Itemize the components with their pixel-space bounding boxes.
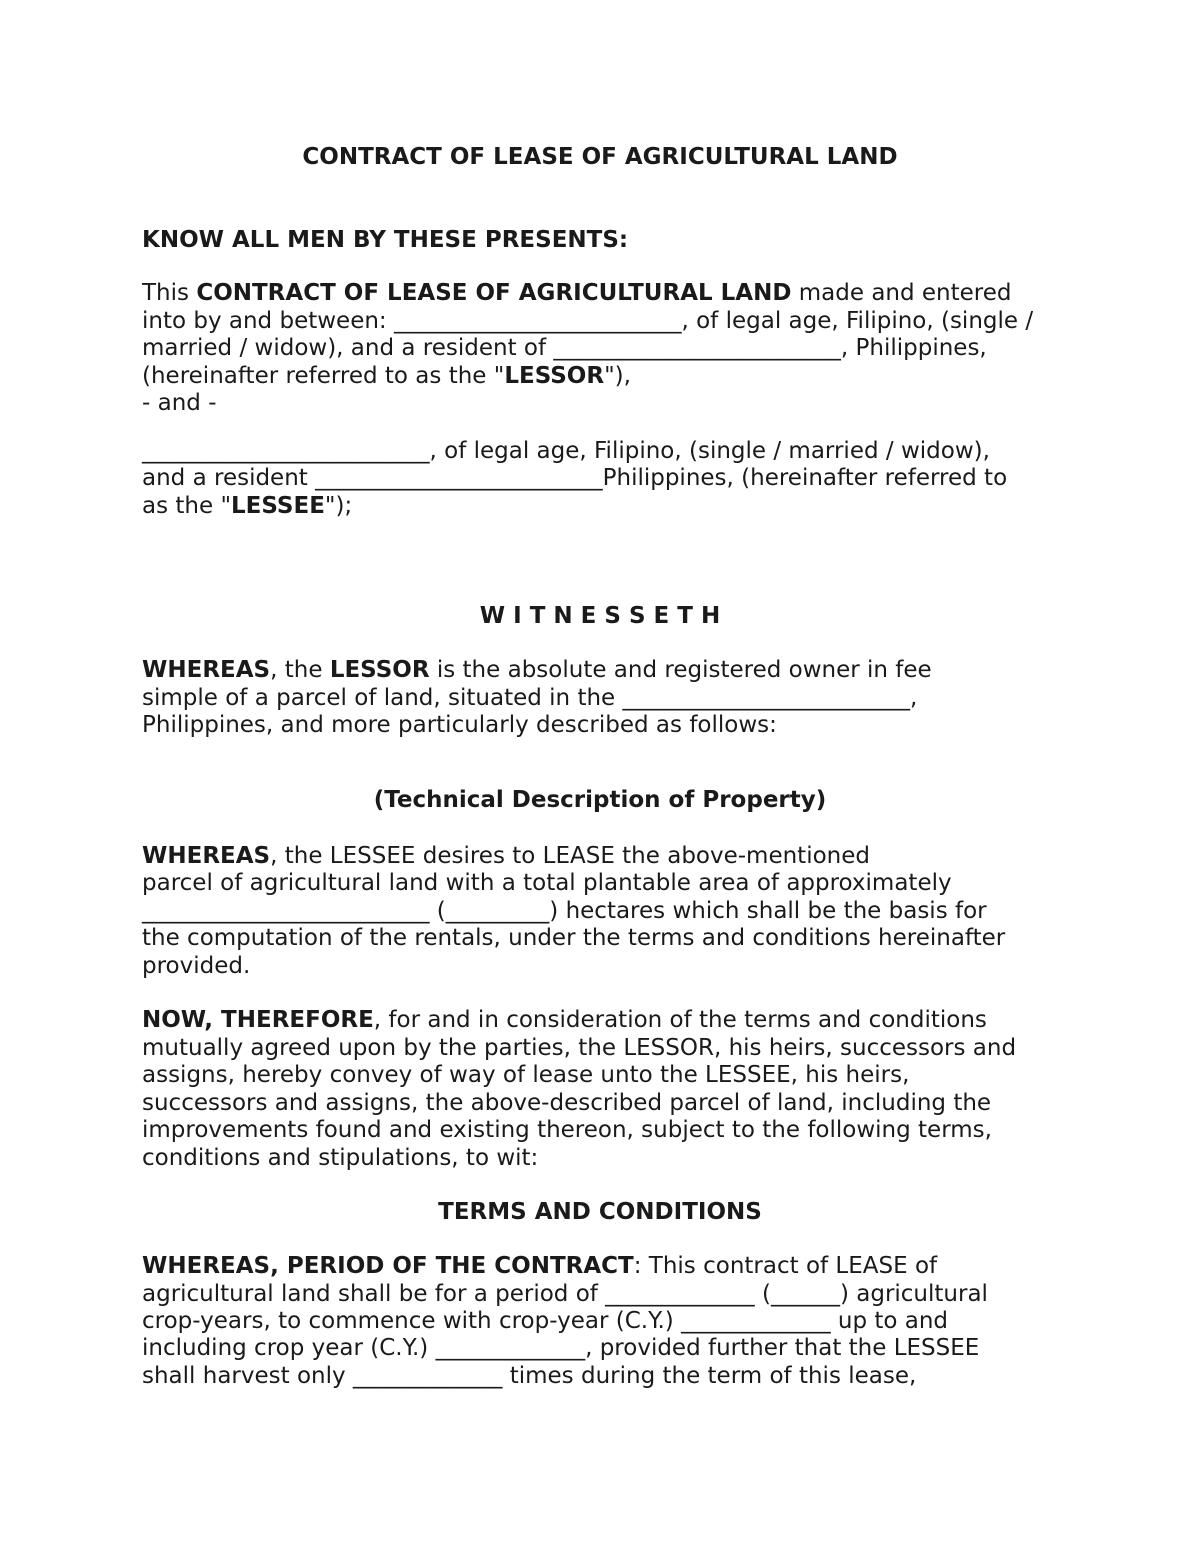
know-all-heading: KNOW ALL MEN BY THESE PRESENTS:: [142, 227, 629, 253]
whereas2-line-2: parcel of agricultural land with a total plantable area of approximately: [142, 870, 952, 896]
witnesseth-heading: W I T N E S S E T H: [479, 603, 721, 629]
whereas1-line-2: simple of a parcel of land, situated in the _________________________,: [142, 685, 918, 711]
whereas2-line-3: _________________________ (_________) hectares which shall be the basis for: [142, 898, 987, 924]
now-therefore-line-1: NOW, THEREFORE, for and in consideration of the terms and conditions: [142, 1007, 987, 1033]
period-line-4: including crop year (C.Y.) _____________, provided further that the LESSEE: [142, 1335, 980, 1361]
intro-line-8: as the "LESSEE");: [142, 493, 353, 519]
intro-line-7: and a resident _________________________Philippines, (hereinafter referred to: [142, 465, 1008, 491]
terms-and-conditions-heading: TERMS AND CONDITIONS: [438, 1199, 762, 1225]
document-title: CONTRACT OF LEASE OF AGRICULTURAL LAND: [302, 144, 898, 170]
technical-description-heading: (Technical Description of Property): [373, 787, 827, 813]
now-therefore-line-2: mutually agreed upon by the parties, the LESSOR, his heirs, successors and: [142, 1035, 1017, 1061]
whereas1-line-1: WHEREAS, the LESSOR is the absolute and registered owner in fee: [142, 657, 932, 683]
intro-line-2: into by and between: _________________________, of legal age, Filipino, (single /: [142, 308, 1034, 334]
period-line-5: shall harvest only _____________ times during the term of this lease,: [142, 1363, 917, 1389]
now-therefore-line-5: improvements found and existing thereon, subject to the following terms,: [142, 1117, 992, 1143]
now-therefore-line-6: conditions and stipulations, to wit:: [142, 1145, 539, 1171]
intro-line-4: (hereinafter referred to as the "LESSOR"),: [142, 363, 631, 389]
period-line-2: agricultural land shall be for a period of _____________ (______) agricultural: [142, 1281, 988, 1307]
whereas2-line-4: the computation of the rentals, under the terms and conditions hereinafter: [142, 925, 1006, 951]
period-line-1: WHEREAS, PERIOD OF THE CONTRACT: This contract of LEASE of: [142, 1253, 938, 1279]
whereas2-line-1: WHEREAS, the LESSEE desires to LEASE the above-mentioned: [142, 843, 870, 869]
period-line-3: crop-years, to commence with crop-year (C.Y.) _____________ up to and: [142, 1308, 949, 1334]
whereas2-line-5: provided.: [142, 953, 251, 979]
intro-line-1: This CONTRACT OF LEASE OF AGRICULTURAL LAND made and entered: [142, 280, 1012, 306]
intro-line-6: _________________________, of legal age, Filipino, (single / married / widow),: [142, 438, 990, 464]
whereas1-line-3: Philippines, and more particularly described as follows:: [142, 712, 777, 738]
now-therefore-line-3: assigns, hereby convey of way of lease unto the LESSEE, his heirs,: [142, 1062, 910, 1088]
now-therefore-line-4: successors and assigns, the above-described parcel of land, including the: [142, 1090, 992, 1116]
intro-and-line: - and -: [142, 390, 217, 416]
intro-line-3: married / widow), and a resident of _________________________, Philippines,: [142, 335, 987, 361]
